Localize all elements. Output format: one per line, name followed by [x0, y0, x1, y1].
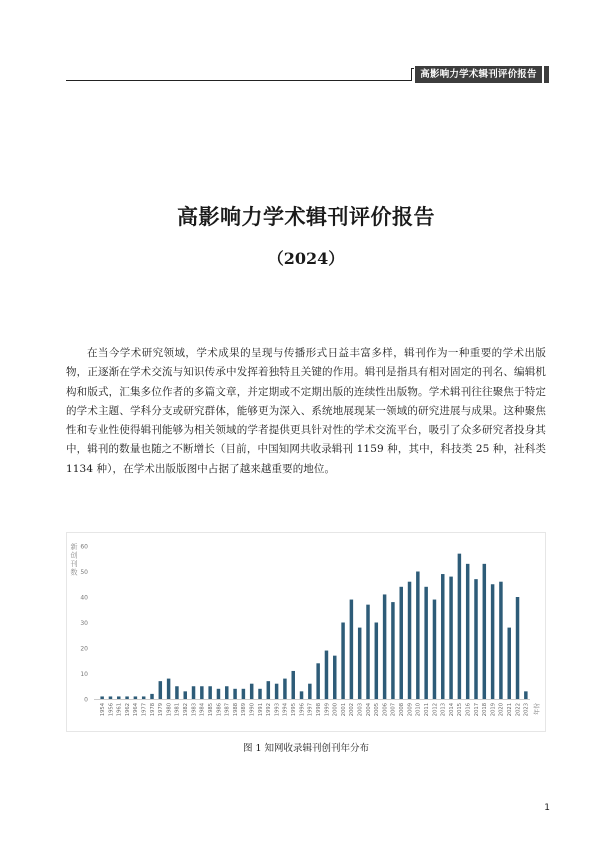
bar [383, 594, 386, 699]
document-title: 高影响力学术辑刊评价报告 [177, 204, 435, 229]
bar [100, 696, 103, 699]
x-tick-label: 1982 [183, 703, 190, 717]
x-tick-label: 1977 [141, 703, 148, 717]
x-tick-label: 1999 [324, 703, 331, 717]
header-rule [66, 80, 412, 81]
bar [325, 651, 328, 699]
x-tick-label: 2006 [382, 703, 389, 717]
bar [242, 689, 245, 699]
x-tick-label: 1998 [315, 703, 322, 717]
bar [150, 694, 153, 699]
x-tick-label: 2013 [440, 703, 447, 717]
bar [167, 679, 170, 699]
x-tick-label: 2017 [473, 703, 480, 717]
bar [109, 696, 112, 699]
y-axis-label-char: 刊 [70, 560, 78, 568]
bar [408, 582, 411, 699]
x-tick-label: 1979 [158, 703, 165, 717]
bar [134, 696, 137, 699]
chart-frame [67, 533, 546, 732]
bar [258, 689, 261, 699]
x-tick-label: 1985 [207, 703, 214, 717]
bar [217, 689, 220, 699]
x-tick-label: 2010 [415, 703, 422, 717]
bar [524, 691, 527, 699]
x-tick-label: 2023 [523, 703, 530, 717]
x-tick-label: 1990 [249, 703, 256, 717]
bar [208, 686, 211, 699]
x-tick-label: 1995 [291, 703, 298, 717]
x-tick-label: 1981 [174, 703, 181, 717]
x-tick-label: 1962 [124, 703, 131, 717]
x-tick-label: 1988 [232, 703, 239, 717]
bar [416, 572, 419, 700]
y-tick-label: 40 [80, 594, 88, 602]
bar [300, 691, 303, 699]
bar [308, 684, 311, 699]
founding-year-chart [66, 532, 546, 732]
y-tick-label: 60 [80, 543, 88, 551]
bar [333, 656, 336, 699]
bar [458, 554, 461, 699]
x-tick-label: 2002 [349, 703, 356, 717]
bar [366, 605, 369, 699]
running-header: 高影响力学术辑刊评价报告 [415, 66, 542, 83]
x-tick-label: 1983 [191, 703, 198, 717]
x-tick-label: 1993 [274, 703, 281, 717]
bar [117, 696, 120, 699]
x-tick-label: 2009 [407, 703, 414, 717]
bar [275, 684, 278, 699]
y-tick-label: 0 [84, 696, 88, 704]
bar [375, 623, 378, 700]
x-tick-label: 2005 [374, 703, 381, 717]
x-tick-label: 2020 [498, 703, 505, 717]
x-tick-label: 2003 [357, 703, 364, 717]
y-axis-label-char: 数 [70, 568, 78, 577]
x-tick-label: 1961 [116, 703, 123, 717]
y-tick-label: 30 [80, 619, 88, 627]
bar [483, 564, 486, 699]
bar [499, 582, 502, 699]
x-tick-label: 2016 [465, 703, 472, 717]
x-tick-label: 2014 [448, 703, 455, 717]
bar [441, 574, 444, 699]
x-tick-label: 2022 [515, 703, 522, 717]
bar [316, 663, 319, 699]
y-tick-label: 10 [80, 670, 88, 678]
bar [466, 564, 469, 699]
bar [142, 696, 145, 699]
bar [183, 691, 186, 699]
x-tick-label: 1991 [257, 703, 264, 717]
bar [350, 600, 353, 699]
x-tick-label: 1964 [133, 703, 140, 717]
header-bracket [411, 68, 414, 81]
x-axis-label: 年份 [534, 703, 541, 716]
x-tick-label: 1997 [307, 703, 314, 717]
x-tick-label: 2007 [390, 703, 397, 717]
x-tick-label: 2019 [490, 703, 497, 717]
intro-paragraph: 在当今学术研究领域，学术成果的呈现与传播形式日益丰富多样，辑刊作为一种重要的学术出版物，正逐渐在学术交流与知识传承中发挥着独特且关键的作用。辑刊是指具有相对固定的刊名、编辑机构和版式，汇集多位作者的多篇文章，并定期或不定期出版的连续性出版物。学术辑刊往往聚焦于特定的学术主题、学科分支或研究群体，能够更为深入、系统地展现某一领域的研究进展与成果。这种聚焦性和专业性使得辑刊能够为相关领域的学者提供更具针对性的学术交流平台，吸引了众多研究者投身其中，辑刊的数量也随之不断增长（目前，中国知网共收录辑刊 1159 种，其中，科技类 25 种，社科类 1134 种），在学术出版版图中占据了越来越重要的地位。 [66, 347, 546, 475]
x-tick-label: 1956 [108, 703, 115, 717]
x-tick-label: 2012 [432, 703, 439, 717]
x-tick-label: 1978 [149, 703, 156, 717]
x-tick-label: 1980 [166, 703, 173, 717]
chart-svg [66, 532, 546, 732]
bar [424, 587, 427, 699]
bar [159, 681, 162, 699]
bar [200, 686, 203, 699]
x-tick-label: 2008 [399, 703, 406, 717]
y-axis-label-char: 新 [70, 543, 78, 551]
bar [507, 628, 510, 699]
x-tick-label: 2021 [507, 703, 514, 717]
x-tick-label: 1986 [216, 703, 223, 717]
x-tick-label: 1984 [199, 703, 206, 717]
bar [233, 689, 236, 699]
bar [175, 686, 178, 699]
bar [250, 684, 253, 699]
x-tick-label: 1954 [99, 703, 106, 717]
bar [491, 584, 494, 699]
bar [399, 587, 402, 699]
bar [192, 686, 195, 699]
figure-caption: 图 1 知网收录辑刊创刊年分布 [242, 743, 370, 754]
y-tick-label: 20 [80, 645, 88, 653]
bar [341, 623, 344, 700]
y-axis-label-char: 创 [70, 551, 78, 560]
x-tick-label: 1992 [266, 703, 273, 717]
header-tab-marker [544, 66, 549, 83]
x-tick-label: 2000 [332, 703, 339, 717]
bar [267, 681, 270, 699]
x-tick-label: 1994 [282, 703, 289, 717]
y-tick-label: 50 [80, 568, 88, 576]
x-tick-label: 1987 [224, 703, 231, 717]
bar [516, 597, 519, 699]
bar [125, 696, 128, 699]
x-tick-label: 1989 [241, 703, 248, 717]
x-tick-label: 2004 [365, 703, 372, 717]
x-tick-label: 2018 [482, 703, 489, 717]
document-year: （2024） [267, 249, 345, 268]
x-tick-label: 2015 [457, 703, 464, 717]
bar [291, 671, 294, 699]
bar [433, 600, 436, 699]
bar [474, 579, 477, 699]
x-tick-label: 1996 [299, 703, 306, 717]
x-tick-label: 2001 [340, 703, 347, 717]
bar [225, 686, 228, 699]
bar [358, 628, 361, 699]
x-tick-label: 2011 [423, 703, 430, 717]
bar [283, 679, 286, 699]
page-number: 1 [544, 803, 550, 813]
bar [449, 577, 452, 699]
bar [391, 602, 394, 699]
